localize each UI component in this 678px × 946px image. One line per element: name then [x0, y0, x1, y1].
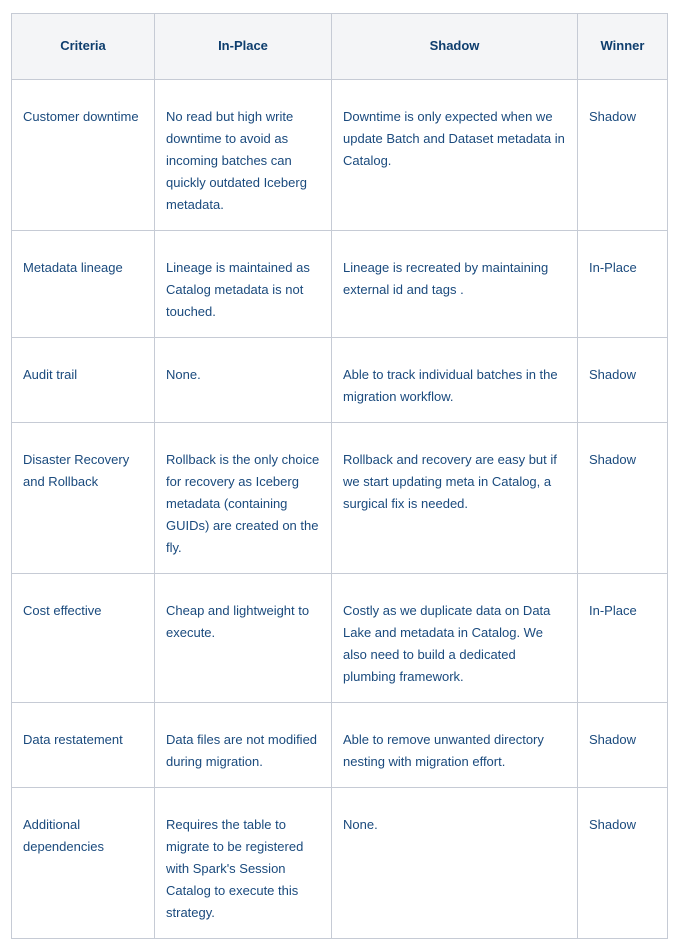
cell-winner: In-Place: [578, 574, 668, 703]
header-row: [12, 14, 668, 80]
cell-winner: Shadow: [578, 338, 668, 423]
cell-in-place: No read but high write downtime to avoid as incoming batches can quickly outdated Iceberg metadata.: [155, 80, 332, 231]
cell-winner: Shadow: [578, 788, 668, 939]
column-header-winner: Winner: [578, 14, 668, 80]
table-row: [12, 574, 668, 703]
cell-shadow: None.: [332, 788, 578, 939]
column-header-shadow: Shadow: [332, 14, 578, 80]
table-row: [12, 423, 668, 574]
cell-criteria: Metadata lineage: [12, 231, 155, 338]
cell-criteria: Data restatement: [12, 703, 155, 788]
cell-criteria: Additional dependencies: [12, 788, 155, 939]
cell-criteria: Cost effective: [12, 574, 155, 703]
table-header: [12, 14, 668, 80]
cell-winner: Shadow: [578, 423, 668, 574]
table-row: [12, 703, 668, 788]
column-header-in-place: In-Place: [155, 14, 332, 80]
table-row: [12, 788, 668, 939]
column-header-criteria: Criteria: [12, 14, 155, 80]
cell-shadow: Able to remove unwanted directory nesting with migration effort.: [332, 703, 578, 788]
cell-criteria: Disaster Recovery and Rollback: [12, 423, 155, 574]
table-row: [12, 338, 668, 423]
cell-shadow: Downtime is only expected when we update Batch and Dataset metadata in Catalog.: [332, 80, 578, 231]
cell-in-place: Data files are not modified during migration.: [155, 703, 332, 788]
cell-in-place: Cheap and lightweight to execute.: [155, 574, 332, 703]
cell-winner: Shadow: [578, 703, 668, 788]
cell-in-place: None.: [155, 338, 332, 423]
cell-shadow: Lineage is recreated by maintaining external id and tags .: [332, 231, 578, 338]
cell-in-place: Requires the table to migrate to be registered with Spark's Session Catalog to execute this strategy.: [155, 788, 332, 939]
table-body: [12, 80, 668, 939]
cell-criteria: Audit trail: [12, 338, 155, 423]
comparison-table: [11, 13, 668, 939]
cell-shadow: Costly as we duplicate data on Data Lake and metadata in Catalog. We also need to build a dedicated plumbing framework.: [332, 574, 578, 703]
cell-criteria: Customer downtime: [12, 80, 155, 231]
cell-in-place: Rollback is the only choice for recovery as Iceberg metadata (containing GUIDs) are created on the fly.: [155, 423, 332, 574]
cell-winner: Shadow: [578, 80, 668, 231]
cell-in-place: Lineage is maintained as Catalog metadata is not touched.: [155, 231, 332, 338]
cell-shadow: Able to track individual batches in the migration workflow.: [332, 338, 578, 423]
cell-winner: In-Place: [578, 231, 668, 338]
table-row: [12, 231, 668, 338]
table-row: [12, 80, 668, 231]
cell-shadow: Rollback and recovery are easy but if we start updating meta in Catalog, a surgical fix is needed.: [332, 423, 578, 574]
